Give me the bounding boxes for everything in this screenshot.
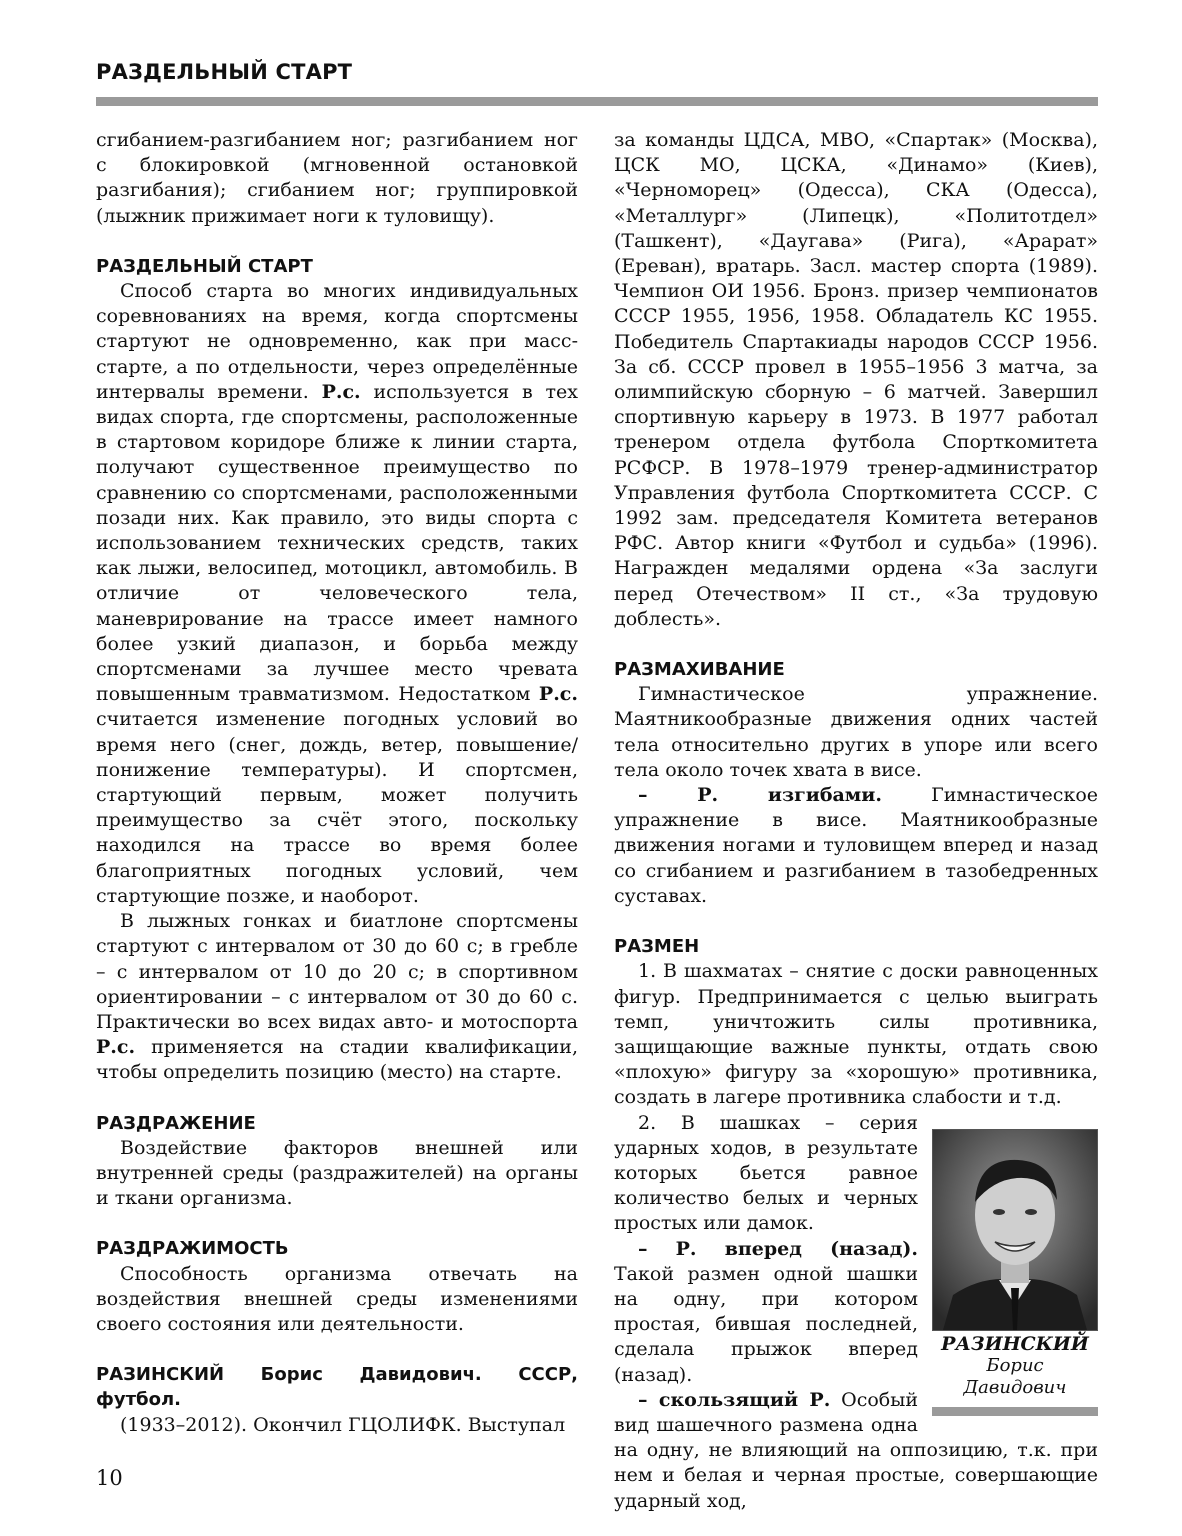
entry-paragraph: – Р. изгибами. Гимнастическое упражнение в висе. Маятникообразные движения ногами и туловищем вперед и назад со сгибанием и разгибанием в тазобедренных суставах. — [614, 784, 1099, 907]
continued-paragraph: за команды ЦДСА, МВО, «Спартак» (Москва), ЦСК МО, ЦСКА, «Динамо» (Киев), «Черноморец» (Одесса), СКА (Одесса), «Металлург» (Липецк), «Политотдел» (Ташкент), «Даугава» (Рига), «Арарат» (Ереван), вратарь. Засл. мастер спорта (1989). Чемпион ОИ 1956. Бронз. призер чемпионатов СССР 1955, 1956, 1958. Обладатель КС 1955. Победитель Спартакиады народов СССР 1956. За сб. СССР провел в 1955–1956 3 матча, за олимпийскую сборную – 6 матчей. Завершил спортивную карьеру в 1973. В 1977 работал тренером отдела футбола Спорткомитета РСФСР. В 1978–1979 тренер-администратор Управления футбола Спорткомитета СССР. С 1992 зам. председателя Комитета ветеранов РФС. Автор книги «Футбол и судьба» (1996). Награжден медалями ордена «За заслуги перед Отечеством» II ст., «За трудовую доблесть». — [614, 129, 1098, 630]
entry-paragraph: Гимнастическое упражнение. Маятникообразные движения одних частей тела относительно других в упоре или всего тела около точек хвата в висе. — [614, 683, 1098, 781]
running-head: РАЗДЕЛЬНЫЙ СТАРТ — [96, 60, 353, 84]
entry-paragraph: 1. В шахматах – снятие с доски равноценных фигур. Предпринимается с целью выиграть темп, уничтожить силы противника, защищающие важные пункты, отдать свою «плохую» фигуру за «хорошую» противника, создать в лагере противника слабости и т.д. — [614, 960, 1098, 1109]
caption-rule — [932, 1407, 1098, 1416]
portrait-figure — [932, 1129, 1098, 1416]
entry-title-razinsky: РАЗИНСКИЙ Борис Давидович. СССР, футбол. — [96, 1364, 578, 1411]
entry-title-razdrazhimost: РАЗДРАЖИМОСТЬ — [96, 1238, 289, 1260]
entry-paragraph: 2. В шашках – серия ударных ходов, в результате которых бьется равное количество белых и черных простых или дамок. — [614, 1111, 918, 1235]
entry-paragraph: Воздействие факторов внешней или внутренней среды (раздражителей) на органы и ткани организма. — [96, 1136, 578, 1210]
entry-paragraph: – скользящий Р. Особый вид шашечного размена одна на одну, не влияющий на оппозицию, т.к. при нем и белая и черная простые, совершающие ударный ход, — [614, 1388, 1098, 1512]
entry-paragraph: (1933–2012). Окончил ГЦОЛИФК. Выступал — [120, 1413, 566, 1436]
left-column — [96, 128, 578, 1438]
portrait-caption-patronymic: Давидович — [963, 1376, 1067, 1398]
right-column — [614, 128, 1098, 1514]
portrait-photo — [932, 1129, 1098, 1331]
portrait-caption-surname: РАЗИНСКИЙ — [941, 1332, 1089, 1355]
entry-title-razdelny-start: РАЗДЕЛЬНЫЙ СТАРТ — [96, 255, 313, 277]
continued-paragraph: сгибанием-разгибанием ног; разгибанием ног с блокировкой (мгновенной остановкой разгибания); сгибанием ног; группировкой (лыжник прижимает ноги к туловищу). — [96, 129, 578, 227]
entry-title-razdrazhenie: РАЗДРАЖЕНИЕ — [96, 1112, 256, 1134]
entry-title-razmen: РАЗМЕН — [614, 936, 700, 958]
portrait-caption-given-name: Борис — [986, 1354, 1044, 1376]
entry-paragraph: Способность организма отвечать на воздействия внешней среды изменениями своего состояния или деятельности. — [96, 1262, 578, 1335]
page-number: 10 — [96, 1466, 123, 1490]
entry-paragraph: В лыжных гонках и биатлоне спортсмены стартуют с интервалом от 30 до 60 с; в гребле – с интервалом от 10 до 20 с; в спортивном ориентировании – с интервалом от 30 до 60 с. Практически во всех видах авто- и мотоспорта Р.с. применяется на стадии квалификации, чтобы определить позицию (место) на старте. — [96, 910, 578, 1084]
entry-title-razmakhivanie: РАЗМАХИВАНИЕ — [614, 659, 785, 681]
header-rule — [96, 97, 1098, 106]
entry-paragraph: Способ старта во многих индивидуальных соревнованиях на время, когда спортсмены стартуют не одновременно, как при масс-старте, а по отдельности, через определённые интервалы времени. Р.с. используется в тех видах спорта, где спортсмены, расположенные в стартовом коридоре ближе к линии старта, получают существенное преимущество по сравнению со спортсменами, расположенными позади них. Как правило, это виды спорта с использованием технических средств, таких как лыжи, велосипед, мотоцикл, автомобиль. В отличие от человеческого тела, маневрирование на трассе имеет намного более узкий диапазон, и борьба между спортсменами за лучшее место чревата повышенным травматизмом. Недостатком Р.с. считается изменение погодных условий во время него (снег, дождь, ветер, повышение/понижение температуры). И спортсмен, стартующий первым, может получить преимущество за счёт этого, поскольку находился на трассе во время более благоприятных погодных условий, чем стартующие позже, и наоборот. — [96, 280, 578, 907]
entry-paragraph: – Р. вперед (назад). Такой размен одной шашки на одну, при котором простая, бившая последней, сделала прыжок вперед (назад). — [614, 1237, 918, 1386]
